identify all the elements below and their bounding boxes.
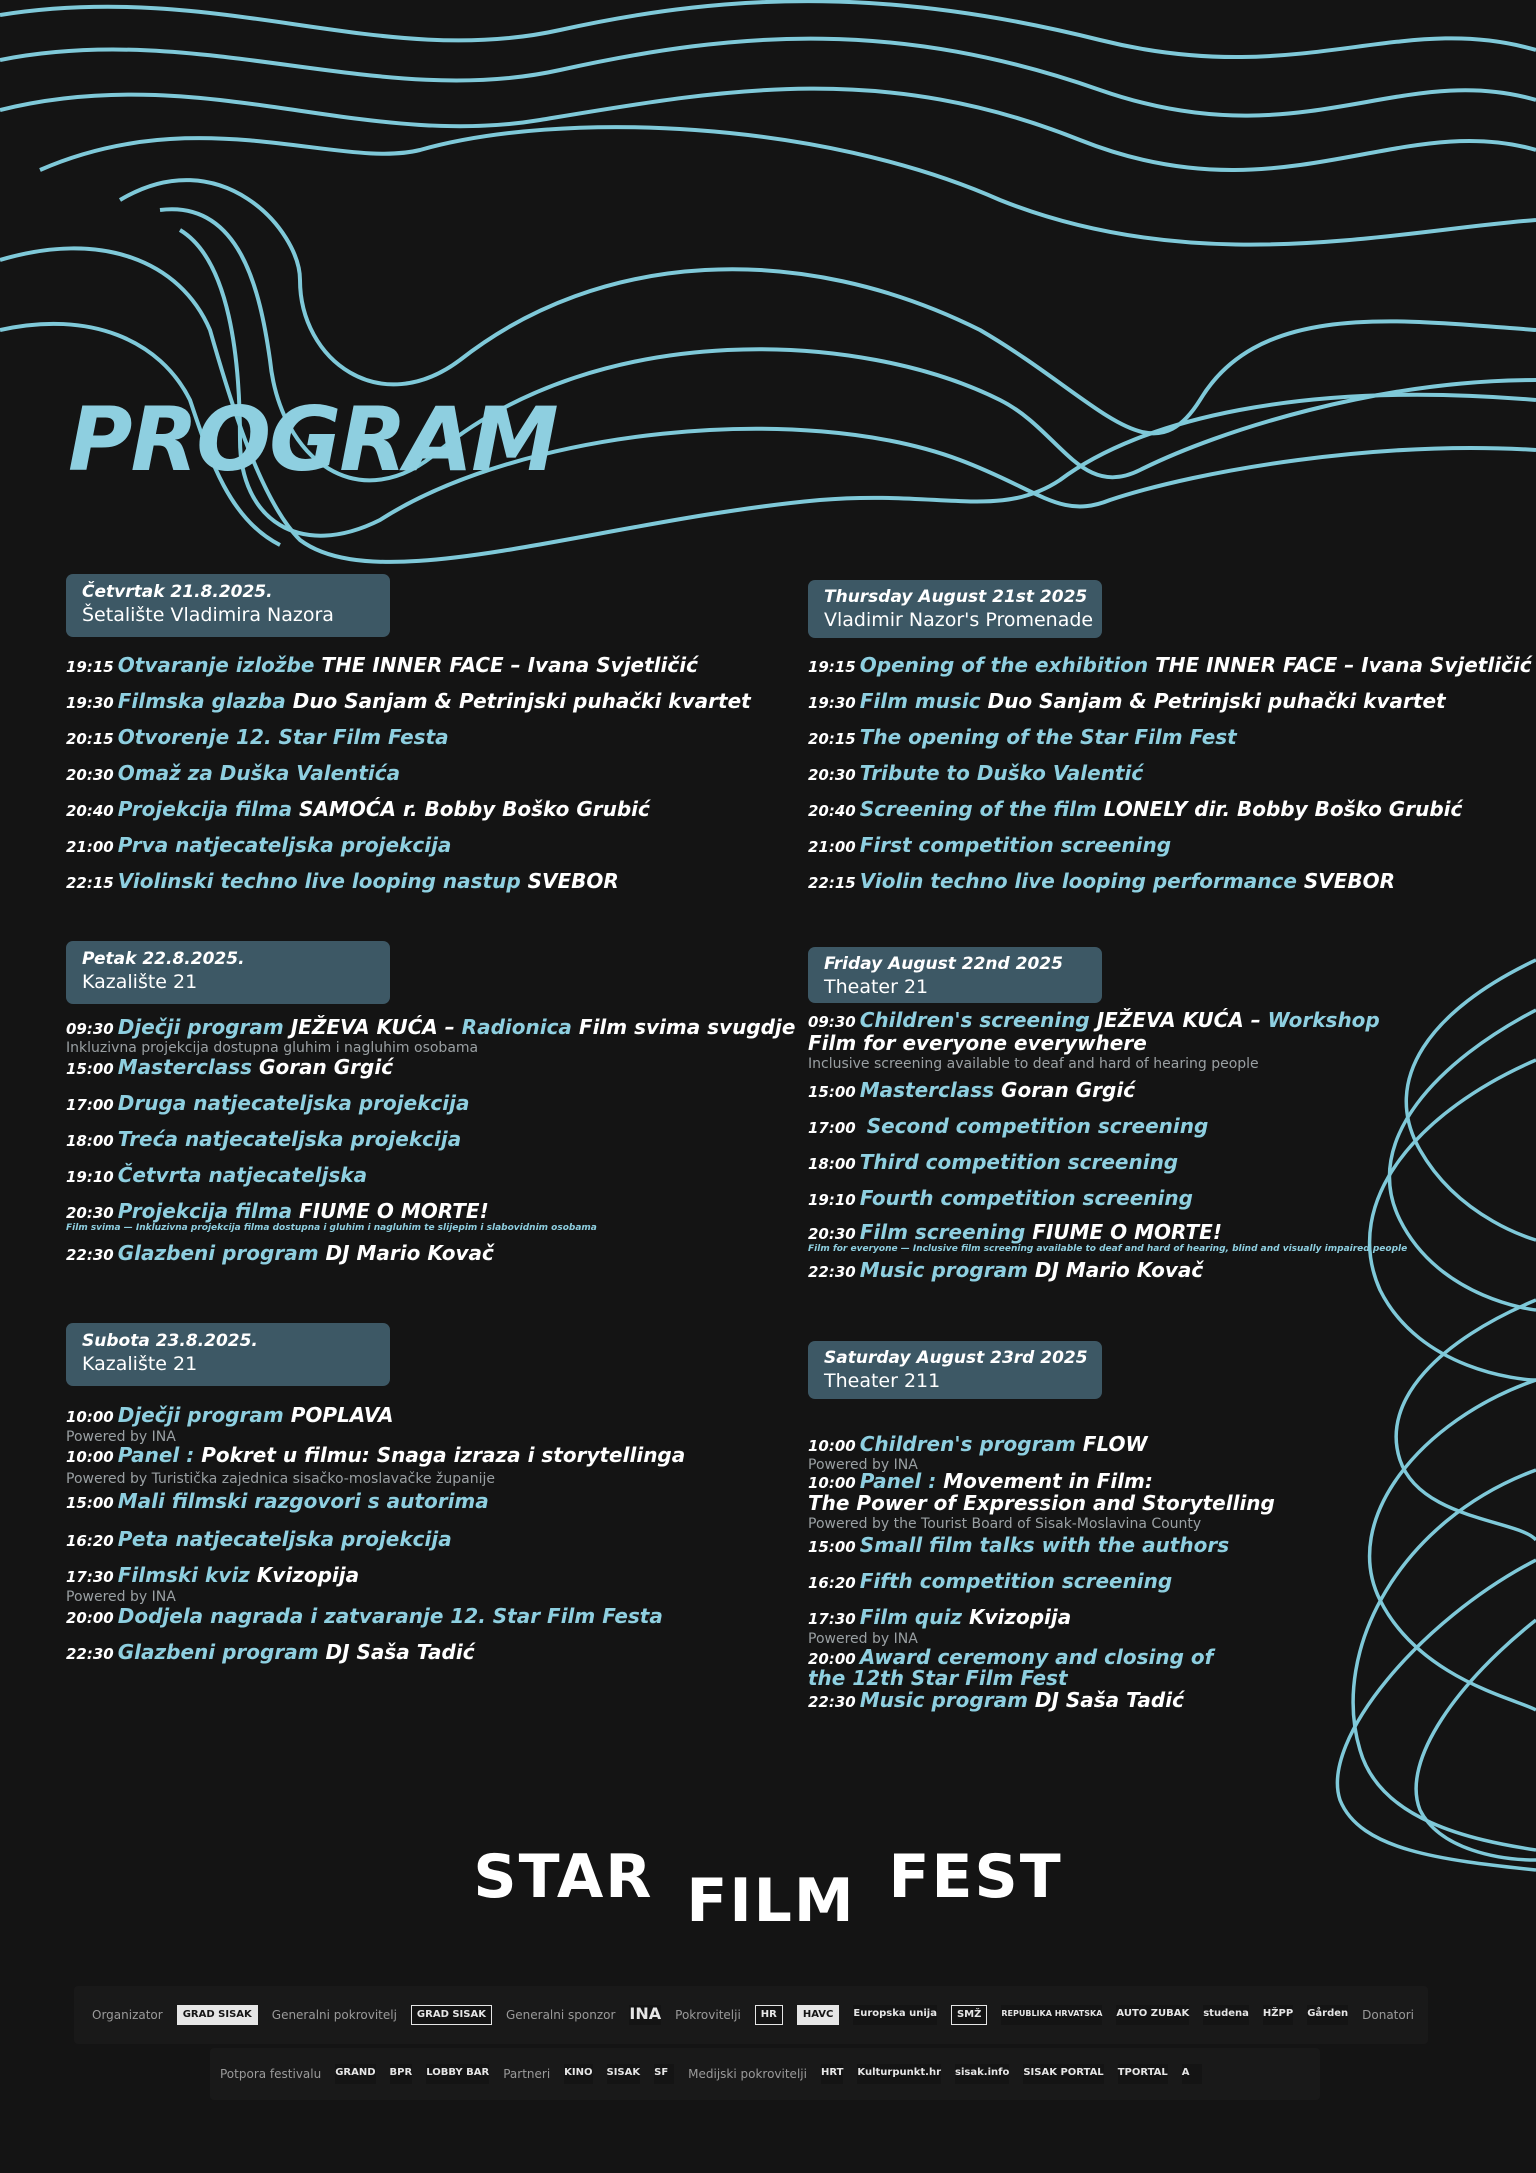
day-place: Vladimir Nazor's Promenade — [824, 609, 1094, 631]
day-block-friday-en — [808, 947, 1536, 1282]
patron-logo: REPUBLIKA HRVATSKA — [1001, 2005, 1102, 2025]
logo-word: FEST — [888, 1842, 1063, 1912]
event-item: 20:40 Screening of the film LONELY dir. Bobby Boško Grubić — [808, 797, 1463, 821]
event-item: 20:30 Omaž za Duška Valentića — [66, 761, 401, 785]
patron-logo: Europska unija — [853, 2005, 937, 2025]
day-date: Subota 23.8.2025. — [82, 1331, 258, 1351]
event-item: 17:30 Filmski kviz Kvizopija — [66, 1563, 360, 1587]
event-item: 20:15 The opening of the Star Film Fest — [808, 725, 1237, 749]
event-item: 22:30 Music program DJ Saša Tadić — [808, 1688, 1184, 1712]
partner-logo: KINO — [564, 2064, 592, 2084]
patron-logo: HAVC — [797, 2005, 840, 2025]
day-header — [808, 580, 1102, 638]
sponsor-logo: studena — [1203, 2005, 1249, 2025]
event-item: 22:30 Glazbeni program DJ Mario Kovač — [66, 1241, 494, 1265]
event-item: 10:00 Children's program FLOW — [808, 1432, 1148, 1456]
event-item: 20:30 Projekcija filma FIUME O MORTE! — [66, 1199, 489, 1223]
event-item: 22:30 Glazbeni program DJ Saša Tadić — [66, 1640, 475, 1664]
event-item: 10:00 Panel : Movement in Film: — [808, 1469, 1153, 1493]
event-item: 17:00 Druga natjecateljska projekcija — [66, 1091, 470, 1115]
sponsor-label: Partneri — [503, 2067, 551, 2081]
sponsor-band-main — [74, 1986, 1428, 2044]
event-item: 15:00 Masterclass Goran Grgić — [66, 1055, 394, 1079]
event-item: 15:00 Masterclass Goran Grgić — [808, 1078, 1136, 1102]
event-item: 22:30 Music program DJ Mario Kovač — [808, 1258, 1204, 1282]
day-block-saturday-en — [808, 1341, 1536, 1712]
day-block-thursday-hr — [66, 574, 806, 893]
event-item-line2: Film for everyone everywhere — [808, 1031, 1147, 1055]
event-note: Powered by INA — [808, 1457, 918, 1473]
day-date: Friday August 22nd 2025 — [824, 954, 1063, 974]
day-header — [66, 941, 390, 1004]
day-header — [66, 574, 390, 637]
media-logo: sisak.info — [955, 2064, 1009, 2084]
event-item: 15:00 Mali filmski razgovori s autorima — [66, 1489, 489, 1513]
general-sponsor-logo: INA — [629, 2004, 662, 2023]
event-item: 16:20 Peta natjecateljska projekcija — [66, 1527, 452, 1551]
event-item: 19:30 Filmska glazba Duo Sanjam & Petrinjski puhački kvartet — [66, 689, 751, 713]
sponsor-logo: AUTO ZUBAK — [1116, 2005, 1189, 2025]
event-item: 20:00 Award ceremony and closing of — [808, 1645, 1214, 1669]
day-date: Thursday August 21st 2025 — [824, 587, 1088, 607]
patron-logo: SMŽ — [951, 2005, 987, 2025]
event-item: 18:00 Third competition screening — [808, 1150, 1179, 1174]
day-header — [66, 1323, 390, 1386]
support-logo: BPR — [390, 2064, 413, 2084]
day-date: Saturday August 23rd 2025 — [824, 1348, 1088, 1368]
event-item: 17:00 Second competition screening — [808, 1114, 1209, 1138]
media-logo: TPORTAL — [1118, 2064, 1168, 2084]
patron-logo: HR — [755, 2005, 783, 2025]
event-note: Powered by INA — [66, 1589, 176, 1605]
day-block-friday-hr — [66, 941, 806, 1265]
event-item: 09:30 Dječji program JEŽEVA KUĆA – Radionica Film svima svugdje — [66, 1015, 796, 1039]
event-item: 21:00 Prva natjecateljska projekcija — [66, 833, 452, 857]
day-block-thursday-en — [808, 580, 1536, 893]
sponsor-label: Pokrovitelji — [675, 2008, 741, 2022]
sponsor-logo: Gården — [1307, 2005, 1348, 2025]
festival-logo — [0, 1842, 1536, 1936]
logo-word: FILM — [686, 1866, 856, 1936]
logo-word: STAR — [473, 1842, 654, 1912]
sponsor-logo: HŽPP — [1263, 2005, 1293, 2025]
partner-logo: SF — [654, 2064, 674, 2084]
event-note: Film for everyone — Inclusive film screening available to deaf and hard of hearing, blind and visually impaired people — [808, 1244, 1408, 1254]
event-item: 20:15 Otvorenje 12. Star Film Festa — [66, 725, 449, 749]
event-item-line2: the 12th Star Film Fest — [808, 1666, 1068, 1690]
event-item: 19:15 Opening of the exhibition THE INNER FACE – Ivana Svjetličić — [808, 653, 1532, 677]
event-item: 16:20 Fifth competition screening — [808, 1569, 1173, 1593]
day-place: Kazalište 21 — [82, 1353, 198, 1375]
event-item: 19:10 Četvrta natjecateljska — [66, 1163, 368, 1187]
day-date: Petak 22.8.2025. — [82, 949, 245, 969]
media-logo: Kulturpunkt.hr — [857, 2064, 941, 2084]
media-logo: SISAK PORTAL — [1023, 2064, 1103, 2084]
event-note: Powered by INA — [808, 1631, 918, 1647]
day-block-saturday-hr — [66, 1323, 806, 1664]
event-note: Film svima — Inkluzivna projekcija filma dostupna i gluhim i nagluhim te slijepim i slabovidnim osobama — [66, 1223, 597, 1233]
sponsor-label: Donatori — [1362, 2008, 1414, 2022]
event-item: 19:15 Otvaranje izložbe THE INNER FACE – Ivana Svjetličić — [66, 653, 698, 677]
event-item: 20:00 Dodjela nagrada i zatvaranje 12. Star Film Festa — [66, 1604, 663, 1628]
event-item: 21:00 First competition screening — [808, 833, 1172, 857]
sponsor-label: Potpora festivalu — [220, 2067, 322, 2081]
media-logo: A — [1182, 2064, 1202, 2084]
sponsor-band-secondary — [210, 2048, 1320, 2100]
organizer-logo: GRAD SISAK — [177, 2005, 258, 2025]
event-note: Inclusive screening available to deaf and hard of hearing people — [808, 1056, 1259, 1072]
event-note: Powered by INA — [66, 1429, 176, 1445]
event-item: 19:30 Film music Duo Sanjam & Petrinjski puhački kvartet — [808, 689, 1446, 713]
event-item-line2: The Power of Expression and Storytelling — [808, 1491, 1275, 1515]
page-title: PROGRAM — [68, 388, 557, 491]
event-item: 10:00 Dječji program POPLAVA — [66, 1403, 394, 1427]
event-note: Powered by the Tourist Board of Sisak-Moslavina County — [808, 1516, 1202, 1532]
sponsor-label: Generalni pokrovitelj — [271, 2008, 397, 2022]
day-place: Theater 21 — [824, 976, 929, 998]
day-date: Četvrtak 21.8.2025. — [82, 582, 273, 602]
sponsor-label: Organizator — [92, 2008, 163, 2022]
day-place: Šetalište Vladimira Nazora — [82, 604, 334, 626]
day-header — [808, 1341, 1102, 1399]
sponsor-label: Generalni sponzor — [505, 2008, 616, 2022]
event-item: 18:00 Treća natjecateljska projekcija — [66, 1127, 462, 1151]
event-note: Inkluzivna projekcija dostupna gluhim i nagluhim osobama — [66, 1040, 479, 1056]
event-item: 19:10 Fourth competition screening — [808, 1186, 1193, 1210]
sponsor-label: Medijski pokrovitelji — [688, 2067, 807, 2081]
support-logo: LOBBY BAR — [426, 2064, 489, 2084]
event-item: 17:30 Film quiz Kvizopija — [808, 1605, 1072, 1629]
event-item: 15:00 Small film talks with the authors — [808, 1533, 1230, 1557]
event-item: 10:00 Panel : Pokret u filmu: Snaga izraza i storytellinga — [66, 1443, 686, 1467]
event-item: 20:30 Tribute to Duško Valentić — [808, 761, 1144, 785]
partner-logo: SISAK — [607, 2064, 641, 2084]
day-header — [808, 947, 1102, 1003]
day-place: Theater 211 — [824, 1370, 941, 1392]
support-logo: GRAND — [335, 2064, 375, 2084]
media-logo: HRT — [821, 2064, 843, 2084]
event-item: 20:30 Film screening FIUME O MORTE! — [808, 1220, 1222, 1244]
day-place: Kazalište 21 — [82, 971, 198, 993]
general-patron-logo: GRAD SISAK — [411, 2005, 492, 2025]
event-note: Powered by Turistička zajednica sisačko-moslavačke županije — [66, 1471, 495, 1487]
event-item: 22:15 Violinski techno live looping nastup SVEBOR — [66, 869, 619, 893]
event-item: 09:30 Children's screening JEŽEVA KUĆA – Workshop — [808, 1008, 1380, 1032]
event-item: 22:15 Violin techno live looping performance SVEBOR — [808, 869, 1396, 893]
event-item: 20:40 Projekcija filma SAMOĆA r. Bobby Boško Grubić — [66, 797, 650, 821]
